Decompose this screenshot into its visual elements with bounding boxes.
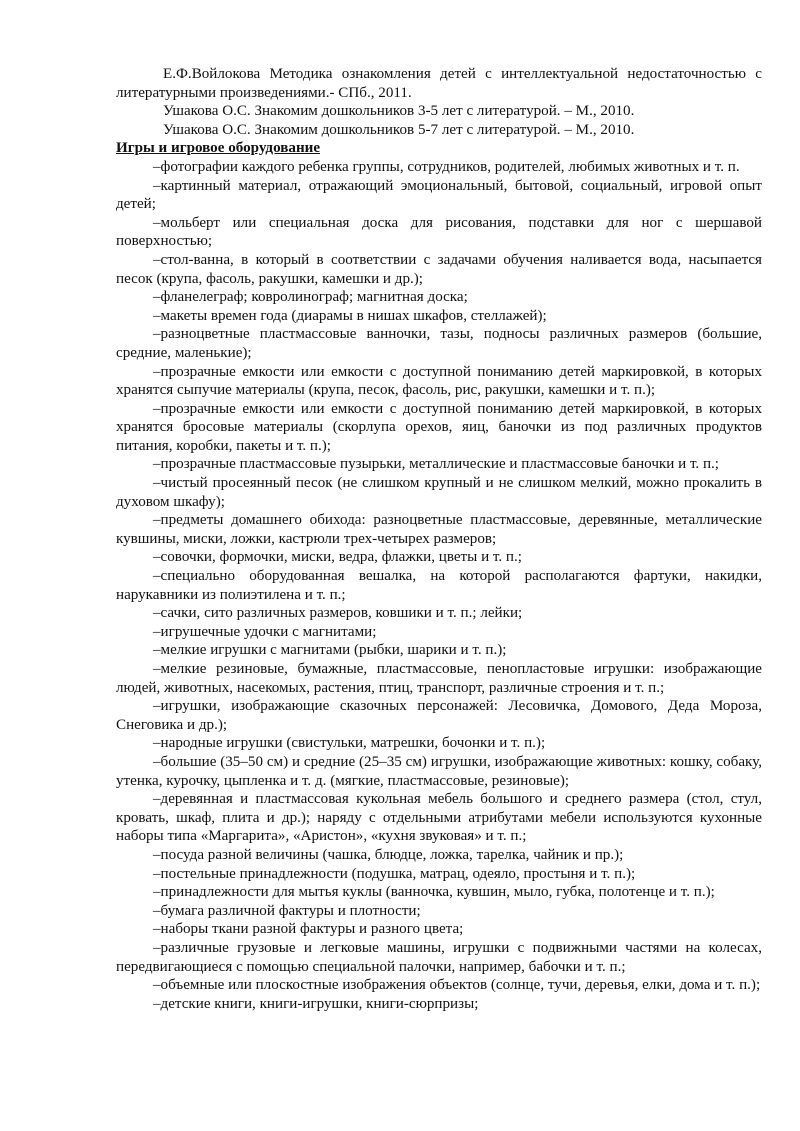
list-item: –прозрачные пластмассовые пузырьки, металлические и пластмассовые баночки и т. п.; (153, 456, 719, 473)
list-item: –принадлежности для мытья куклы (ванночка, кувшин, мыло, губка, полотенце и т. п.); (153, 884, 715, 901)
list-item: –чистый просеянный песок (не слишком крупный и не слишком мелкий, можно прокалить в духовом шкафу); (116, 475, 762, 510)
list-item: –объемные или плоскостные изображения объектов (солнце, тучи, деревья, елки, дома и т. п.); (153, 977, 761, 994)
list-item: –различные грузовые и легковые машины, игрушки с подвижными частями на колесах, передвигающиеся с помощью специальной палочки, например, бабочки и т. п.; (116, 939, 762, 975)
list-item: –деревянная и пластмассовая кукольная мебель большого и среднего размера (стол, стул, кровать, шкаф, плита и др.); наряду с отдельными атрибутами мебели используются кухонные наборы типа «Маргарита», «Аристон», «кухня звуковая» и т. п.; (116, 791, 762, 845)
list-item: –большие (35–50 см) и средние (25–35 см) игрушки, изображающие животных: кошку, собаку, утенка, курочку, цыпленка и т. д. (мягкие, пластмассовые, резиновые); (116, 753, 762, 789)
reference-ushakova-3-5: Ушакова О.С. Знакомим дошкольников 3-5 лет с литературой. – М., 2010. (163, 103, 635, 120)
document-page (116, 65, 762, 1013)
list-item: –бумага различной фактуры и плотности; (153, 902, 421, 919)
list-item: –игрушечные удочки с магнитами; (153, 623, 377, 640)
list-item: –макеты времен года (диарамы в нишах шкафов, стеллажей); (153, 307, 547, 324)
list-item: –постельные принадлежности (подушка, матрац, одеяло, простыня и т. п.); (153, 865, 636, 882)
list-item: –совочки, формочки, миски, ведра, флажки, цветы и т. п.; (153, 549, 522, 566)
list-item: –народные игрушки (свистульки, матрешки, бочонки и т. п.); (153, 735, 546, 752)
list-item: –прозрачные емкости или емкости с доступной пониманию детей маркировкой, в которых хранятся сыпучие материалы (крупа, песок, фасоль, рис, ракушки, камешки и т. п.); (116, 363, 762, 399)
list-item: –фотографии каждого ребенка группы, сотрудников, родителей, любимых животных и т. п. (153, 158, 740, 175)
list-item: –специально оборудованная вешалка, на которой располагаются фартуки, накидки, нарукавники из полиэтилена и т. п.; (116, 568, 762, 603)
list-item: –фланелеграф; ковролинограф; магнитная доска; (153, 289, 468, 306)
list-item: –сачки, сито различных размеров, ковшики и т. п.; лейки; (153, 605, 523, 622)
section-heading: Игры и игровое оборудование (116, 140, 321, 157)
list-item: –посуда разной величины (чашка, блюдце, ложка, тарелка, чайник и пр.); (153, 846, 624, 863)
list-item: –мелкие игрушки с магнитами (рыбки, шарики и т. п.); (153, 642, 507, 659)
reference-ushakova-5-7: Ушакова О.С. Знакомим дошкольников 5-7 лет с литературой. – М., 2010. (163, 121, 635, 138)
list-item: –стол-ванна, в который в соответствии с задачами обучения наливается вода, насыпается песок (крупа, фасоль, ракушки, камешки и др.); (116, 251, 762, 287)
list-item: –игрушки, изображающие сказочных персонажей: Лесовичка, Домового, Деда Мороза, Снеговика и др.); (116, 698, 762, 733)
list-item: –прозрачные емкости или емкости с доступной пониманию детей маркировкой, в которых хранятся бросовые материалы (скорлупа орехов, яиц, баночки из под различных продуктов питания, коробки, пакеты и т. п.); (116, 400, 762, 454)
list-item: –картинный материал, отражающий эмоциональный, бытовой, социальный, игровой опыт детей; (116, 177, 762, 213)
list-item: –наборы ткани разной фактуры и разного цвета; (153, 921, 464, 938)
list-item: –детские книги, книги-игрушки, книги-сюрпризы; (153, 995, 479, 1012)
list-item: –разноцветные пластмассовые ванночки, тазы, подносы различных размеров (большие, средние, маленькие); (116, 326, 762, 361)
list-item: –предметы домашнего обихода: разноцветные пластмассовые, деревянные, металлические кувшины, миски, ложки, кастрюли трех-четырех размеров; (116, 512, 762, 547)
list-item: –мольберт или специальная доска для рисования, подставки для ног с шершавой поверхностью; (116, 214, 762, 250)
list-item: –мелкие резиновые, бумажные, пластмассовые, пенопластовые игрушки: изображающие людей, животных, насекомых, растения, птиц, транспорт, различные строения и т. п.; (116, 661, 762, 696)
reference-voylokova: Е.Ф.Войлокова Методика ознакомления детей с интеллектуальной недостаточностью с литературными произведениями.- СПб., 2011. (116, 66, 762, 101)
